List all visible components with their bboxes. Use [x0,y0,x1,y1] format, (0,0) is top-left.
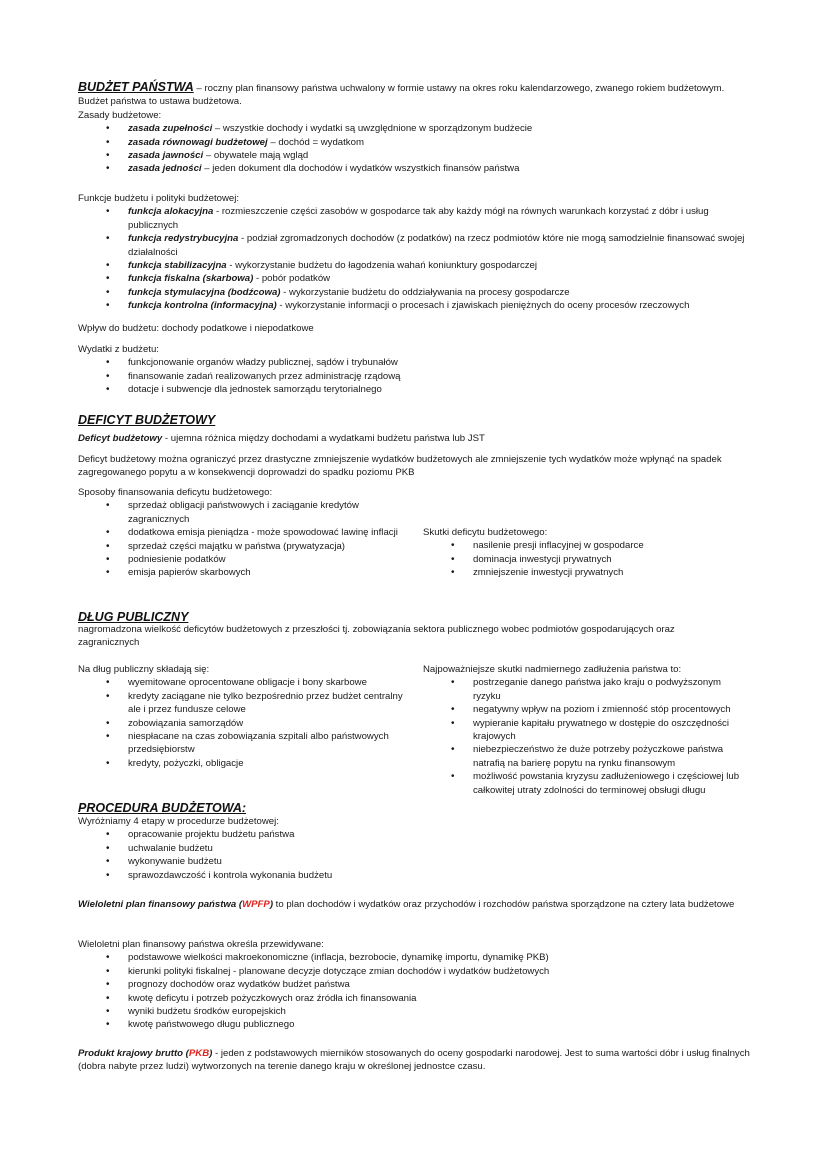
term: Wieloletni plan finansowy państwa ( [78,899,243,910]
wydatki-list [78,356,750,396]
list-item: • wykonywanie budżetu [78,855,750,868]
list-item [78,205,750,232]
term: Produkt krajowy brutto ( [78,1048,189,1059]
list-item: • podstawowe wielkości makroekonomiczne (inflacja, bezrobocie, dynamikę importu, dynamikę PKB) [78,951,750,964]
list-item: • postrzeganie danego państwa jako kraju o podwyższonym ryzyku [423,676,750,703]
desc: – jeden dokument dla dochodów i wydatków wszystkich finansów państwa [201,163,520,175]
budzet-section [78,79,750,176]
wplyw-text: Wpływ do budżetu: dochody podatkowe i niepodatkowe [78,323,314,334]
pkb-definition [78,1047,750,1074]
list-item [78,149,750,162]
budzet-intro [78,79,750,109]
funkcje-section [78,192,750,313]
list-item: • kredyty, pożyczki, obligacje [78,757,403,770]
term: zasada równowagi budżetowej [128,136,268,148]
list-item: • dotacje i subwencje dla jednostek samorządu terytorialnego [78,383,750,396]
desc: - wykorzystanie informacji o procesach i zjawiskach pieniężnych do oceny procesów rzeczowych [276,300,690,312]
dlug-sklad-section [78,663,413,770]
list-item: • dominacja inwestycji prywatnych [423,553,750,566]
list-item: • wyniki budżetu środków europejskich [78,1005,750,1018]
dlug-skutki-list [423,676,750,797]
deficyt-skutki-label: Skutki deficytu budżetowego: [423,527,548,538]
desc: - pobór podatków [253,273,331,285]
term: funkcja redystrybucyjna [128,233,239,245]
list-item: • kwotę państwowego długu publicznego [78,1018,750,1031]
wydatki-section [78,343,750,397]
list-item: • niebezpieczeństwo że duże potrzeby pożyczkowe państwa natrafią na barierę popytu na rynku finansowym [423,743,750,770]
list-item [78,286,750,299]
term-close: ) [209,1048,213,1059]
desc: - wykorzystanie budżetu do oddziaływania na procesy gospodarcze [280,286,570,298]
desc: - ujemna różnica między dochodami a wydatkami budżetu państwa lub JST [162,433,485,444]
procedura-title: PROCEDURA BUDŻETOWA: [78,801,247,815]
sposoby-section [78,486,418,580]
deficyt-definition [78,432,750,445]
etapy-label: Wyróżniamy 4 etapy w procedurze budżetowej: [78,816,279,827]
list-item: • sprawozdawczość i kontrola wykonania budżetu [78,869,750,882]
dlug-sklad-list [78,676,413,770]
desc: - jeden z podstawowych mierników stosowanych do oceny gospodarki narodowej. Jest to suma wartości dóbr i usług finalnych (dobra nabyte przez ludzi) wytworzonych na terenie danego kraju w określonej jednostce czasu. [78,1048,750,1073]
list-item: • uchwalanie budżetu [78,842,750,855]
desc: – obywatele mają wgląd [203,150,309,162]
sposoby-label: Sposoby finansowania deficytu budżetowego: [78,487,273,498]
term: funkcja kontrolna (informacyjna) [128,300,277,312]
etapy-list [78,828,750,882]
term: Deficyt budżetowy [78,433,163,444]
term: zasada jawności [128,150,204,162]
list-item [78,122,750,135]
wpfp-list-label: Wieloletni plan finansowy państwa określa przewidywane: [78,939,324,950]
wpfp-abbr: WPFP [242,899,270,910]
zasady-list [78,122,750,176]
term: funkcja stabilizacyjna [128,260,227,272]
pkb-abbr: PKB [188,1048,210,1059]
deficyt-paragraph: Deficyt budżetowy można ograniczyć przez drastyczne zmniejszenie wydatków budżetowych ale zmniejszenie tych wydatków może wpłynąć na spadek zagregowanego popytu a w konsekwencji doprowadzi do spadku poziomu PKB [78,454,722,479]
wydatki-label: Wydatki z budżetu: [78,344,159,355]
list-item [78,162,750,175]
dlug-skutki-label: Najpoważniejsze skutki nadmiernego zadłużenia państwa to: [423,664,682,675]
desc: – wszystkie dochody i wydatki są uwzględnione w sporządzonym budżecie [212,123,533,135]
list-item: • prognozy dochodów oraz wydatków budżet państwa [78,978,750,991]
dlug-definition: nagromadzona wielkość deficytów budżetowych z przeszłości tj. zobowiązania sektora publicznego wobec podmiotów gospodarujących oraz zagranicznych [78,624,675,649]
dlug-sklad-label: Na dług publiczny składają się: [78,664,210,675]
list-item: • wypieranie kapitału prywatnego w dostępie do oszczędności krajowych [423,717,750,744]
list-item: • zobowiązania samorządów [78,717,403,730]
list-item: • sprzedaż części majątku w państwa (prywatyzacja) [78,540,398,553]
list-item: • kwotę deficytu i potrzeb pożyczkowych oraz źródła ich finansowania [78,992,750,1005]
list-item: • zmniejszenie inwestycji prywatnych [423,566,750,579]
list-item [78,232,750,259]
zasady-label: Zasady budżetowe: [78,109,162,121]
dlug-title: DŁUG PUBLICZNY [78,610,189,624]
term: funkcja fiskalna (skarbowa) [128,273,254,285]
deficyt-title: DEFICYT BUDŻETOWY [78,413,216,427]
wpfp-list-section [78,938,750,1032]
desc: - rozmieszczenie części zasobów w gospodarce tak aby każdy mógł na równych warunkach korzystać z dóbr i usług publicznych [128,206,709,231]
budzet-title: BUDŻET PAŃSTWA [78,80,194,94]
budzet-intro-text: – roczny plan finansowy państwa uchwalony w formie ustawy na okres roku kalendarzowego, zwanego rokiem budżetowym. Budżet państwa to ustawa budżetowa. [78,83,725,108]
term: funkcja alokacyjna [128,206,214,218]
desc: - wykorzystanie budżetu do łagodzenia wahań koniunktury gospodarczej [226,260,538,272]
list-item: • dodatkowa emisja pieniądza - może spowodować lawinę inflacji [78,526,398,539]
list-item [78,259,750,272]
list-item: • niespłacane na czas zobowiązania szpitali albo państwowych przedsiębiorstw [78,730,403,757]
list-item: • wyemitowane oprocentowane obligacje i bony skarbowe [78,676,403,689]
desc: to plan dochodów i wydatków oraz przychodów i rozchodów państwa sporządzone na cztery lata budżetowe [273,899,735,910]
list-item: • opracowanie projektu budżetu państwa [78,828,750,841]
list-item: • sprzedaż obligacji państwowych i zaciąganie kredytów zagranicznych [78,499,398,526]
term-close: ) [269,899,274,910]
desc: - podział zgromadzonych dochodów (z podatków) na rzecz podmiotów które nie mogą samodzielnie finansować swojej działalności [128,233,745,258]
funkcje-list [78,205,750,312]
list-item [78,272,750,285]
term: funkcja stymulacyjna (bodźcowa) [128,286,281,298]
wpfp-list [78,951,750,1031]
list-item: • emisja papierów skarbowych [78,566,398,579]
list-item: • finansowanie zadań realizowanych przez administrację rządową [78,370,750,383]
list-item [78,136,750,149]
funkcje-label: Funkcje budżetu i polityki budżetowej: [78,193,240,204]
etapy-section [78,815,750,882]
list-item: • funkcjonowanie organów władzy publicznej, sądów i trybunałów [78,356,750,369]
list-item: • nasilenie presji inflacyjnej w gospodarce [423,539,750,552]
sposoby-list [78,499,418,579]
term: zasada zupełności [128,123,213,135]
wpfp-definition [78,898,746,911]
term: zasada jedności [128,163,202,175]
deficyt-skutki-list [423,539,750,579]
list-item: • możliwość powstania kryzysu zadłużeniowego i częściowej lub całkowitej utraty zdolności do terminowej obsługi długu [423,770,750,797]
desc: – dochód = wydatkom [267,136,364,148]
deficyt-skutki-section [423,526,750,580]
list-item: • podniesienie podatków [78,553,398,566]
list-item: • negatywny wpływ na poziom i zmienność stóp procentowych [423,703,750,716]
list-item: • kredyty zaciągane nie tylko bezpośrednio przez budżet centralny ale i przez fundusze celowe [78,690,403,717]
list-item [78,299,750,312]
dlug-skutki-section [423,663,750,797]
list-item: • kierunki polityki fiskalnej - planowane decyzje dotyczące zmian dochodów i wydatków budżetowych [78,965,750,978]
